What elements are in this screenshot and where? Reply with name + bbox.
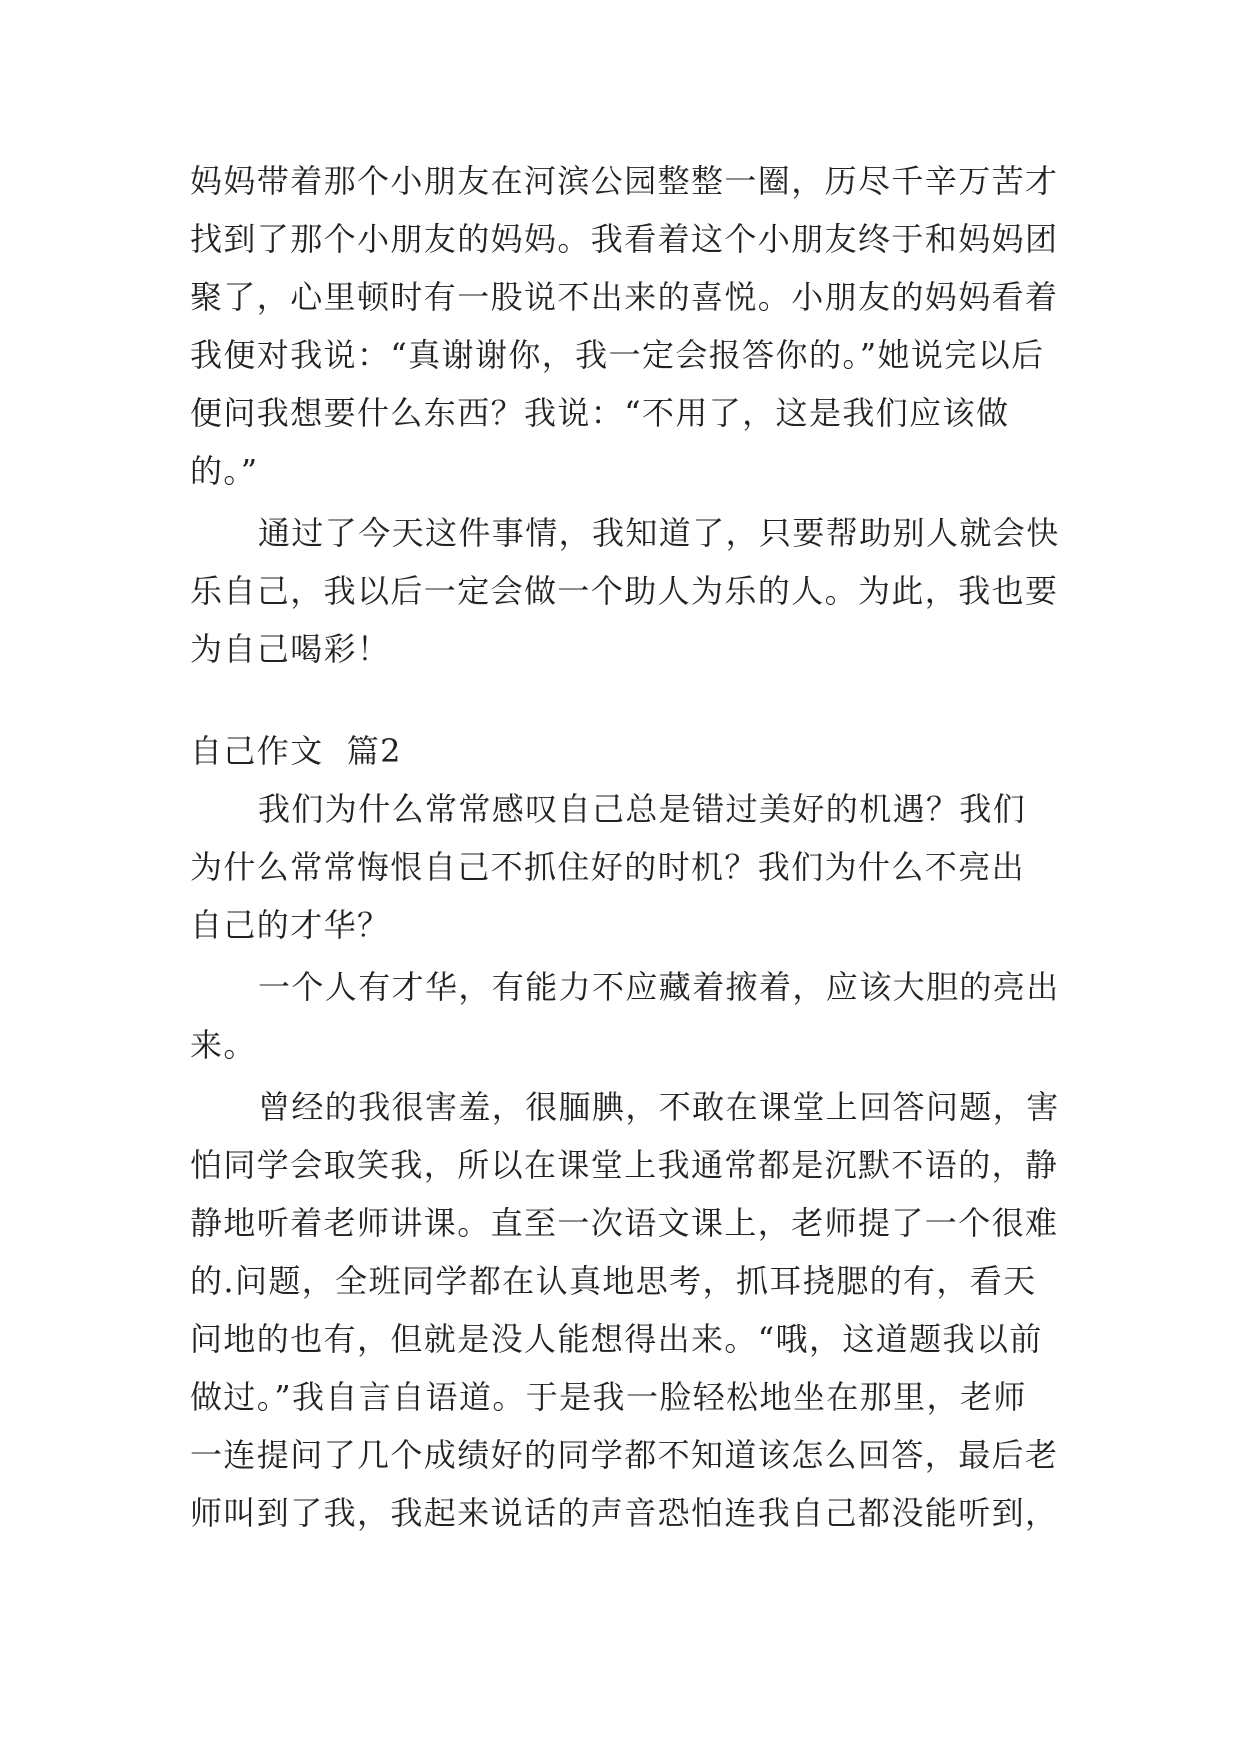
- text-line: 一个人有才华，有能力不应藏着掖着，应该大胆的亮出: [258, 968, 1060, 1006]
- document-body: [190, 152, 1070, 1542]
- paragraph: [190, 780, 1070, 954]
- text-line: 一连提问了几个成绩好的同学都不知道该怎么回答，最后老: [190, 1436, 1059, 1474]
- section-title: 自己作文 篇2: [190, 732, 402, 770]
- text-line: 便问我想要什么东西？我说：“不用了，这是我们应该做: [190, 394, 1010, 432]
- text-line: 师叫到了我，我起来说话的声音恐怕连我自己都没能听到，: [190, 1494, 1059, 1532]
- text-line: 通过了今天这件事情，我知道了，只要帮助别人就会快: [258, 514, 1060, 552]
- text-line: 静地听着老师讲课。直至一次语文课上，老师提了一个很难: [190, 1204, 1059, 1242]
- paragraph: [190, 958, 1070, 1074]
- paragraph: [190, 152, 1070, 500]
- text-line: 自己的才华？: [190, 906, 391, 944]
- text-line: 我便对我说：“真谢谢你，我一定会报答你的。”她说完以后: [190, 336, 1045, 374]
- text-line: 找到了那个小朋友的妈妈。我看着这个小朋友终于和妈妈团: [190, 220, 1059, 258]
- text-line: 做过。”我自言自语道。于是我一脸轻松地坐在那里，老师: [190, 1378, 1027, 1416]
- text-line: 来。: [190, 1026, 257, 1064]
- paragraph: [190, 504, 1070, 678]
- text-line: 怕同学会取笑我，所以在课堂上我通常都是沉默不语的，静: [190, 1146, 1059, 1184]
- text-line: 曾经的我很害羞，很腼腆，不敢在课堂上回答问题，害: [258, 1088, 1060, 1126]
- text-line: 聚了，心里顿时有一股说不出来的喜悦。小朋友的妈妈看着: [190, 278, 1059, 316]
- text-line: 为什么常常悔恨自己不抓住好的时机？我们为什么不亮出: [190, 848, 1026, 886]
- text-line: 为自己喝彩！: [190, 630, 391, 668]
- text-line: 的。”: [190, 452, 259, 490]
- text-line: 我们为什么常常感叹自己总是错过美好的机遇？我们: [258, 790, 1027, 828]
- text-line: 的.问题，全班同学都在认真地思考，抓耳挠腮的有，看天: [190, 1262, 1037, 1300]
- text-line: 乐自己，我以后一定会做一个助人为乐的人。为此，我也要: [190, 572, 1059, 610]
- text-line: 问地的也有，但就是没人能想得出来。“哦，这道题我以前: [190, 1320, 1043, 1358]
- paragraph: [190, 1078, 1070, 1542]
- text-line: 妈妈带着那个小朋友在河滨公园整整一圈，历尽千辛万苦才: [190, 162, 1059, 200]
